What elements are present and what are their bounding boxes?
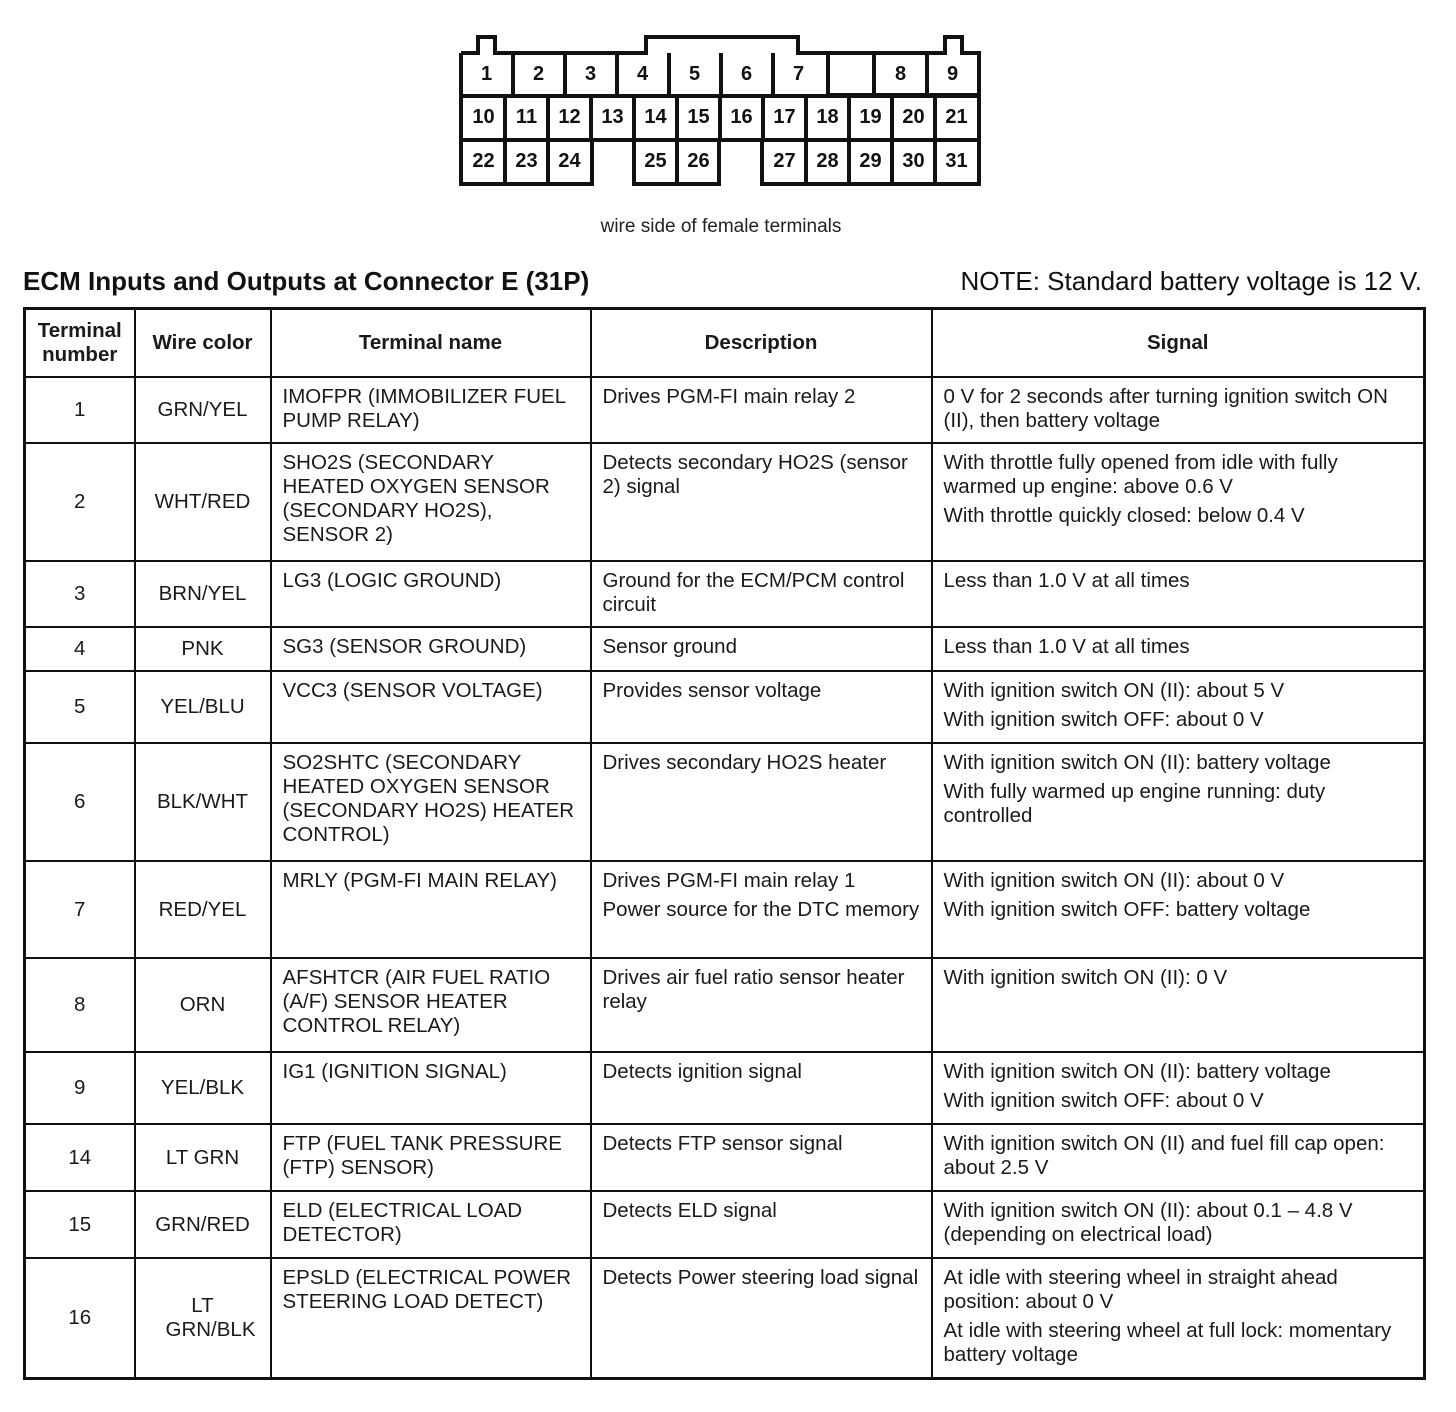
terminal-table (23, 307, 1426, 1380)
terminal-name-cell: FTP (FUEL TANK PRESSURE (FTP) SENSOR) (271, 1124, 591, 1191)
signal-line: At idle with steering wheel in straight ahead position: about 0 V (943, 1266, 1338, 1313)
terminal-label: 31 (945, 150, 968, 172)
terminal-label: 30 (902, 150, 925, 172)
terminal-number-cell: 15 (25, 1191, 135, 1258)
terminal-name-cell: EPSLD (ELECTRICAL POWER STEERING LOAD DETECT) (271, 1258, 591, 1378)
description-line: Detects ignition signal (602, 1060, 802, 1083)
wire-color-cell: BLK/WHT (135, 743, 271, 861)
description-cell (591, 1258, 932, 1378)
terminal-number-cell: 8 (25, 958, 135, 1052)
signal-line: 0 V for 2 seconds after turning ignition switch ON (II), then battery voltage (943, 385, 1388, 432)
terminal-number-cell: 4 (25, 627, 135, 671)
terminal-label: 27 (773, 150, 796, 172)
table-row (25, 958, 1425, 1052)
connector-diagram (0, 0, 1456, 200)
table-row (25, 443, 1425, 561)
description-line: Detects Power steering load signal (602, 1266, 919, 1289)
wire-color-cell: ORN (135, 958, 271, 1052)
terminal-label: 6 (740, 63, 753, 85)
table-row (25, 627, 1425, 671)
wire-color-cell: LT GRN (135, 1124, 271, 1191)
table-row (25, 377, 1425, 443)
terminal-number-cell: 1 (25, 377, 135, 443)
terminal-name-cell: AFSHTCR (AIR FUEL RATIO (A/F) SENSOR HEATER CONTROL RELAY) (271, 958, 591, 1052)
terminal-label: 20 (902, 106, 925, 128)
signal-line: With ignition switch ON (II) and fuel fill cap open: about 2.5 V (943, 1132, 1385, 1179)
description-cell (591, 627, 932, 671)
column-header-description: Description (591, 309, 932, 378)
description-line: Ground for the ECM/PCM control circuit (602, 569, 905, 616)
signal-line: With throttle fully opened from idle with fully warmed up engine: above 0.6 V (943, 451, 1338, 498)
table-row (25, 561, 1425, 627)
wire-color-cell: RED/YEL (135, 861, 271, 958)
description-line: Power source for the DTC memory (602, 898, 920, 921)
terminal-label: 25 (644, 150, 667, 172)
signal-cell (932, 671, 1425, 743)
wire-color-cell: YEL/BLK (135, 1052, 271, 1124)
terminal-name-cell: ELD (ELECTRICAL LOAD DETECTOR) (271, 1191, 591, 1258)
signal-cell (932, 743, 1425, 861)
description-line: Drives secondary HO2S heater (602, 751, 887, 774)
terminal-number-cell: 14 (25, 1124, 135, 1191)
description-line: Detects FTP sensor signal (602, 1132, 843, 1155)
description-line: Sensor ground (602, 635, 737, 658)
wire-color-cell: BRN/YEL (135, 561, 271, 627)
wire-color-cell: YEL/BLU (135, 671, 271, 743)
description-cell (591, 1052, 932, 1124)
terminal-name-cell: IG1 (IGNITION SIGNAL) (271, 1052, 591, 1124)
signal-line: With ignition switch ON (II): 0 V (943, 966, 1228, 989)
terminal-label: 26 (687, 150, 710, 172)
table-row (25, 743, 1425, 861)
terminal-name-cell: IMOFPR (IMMOBILIZER FUEL PUMP RELAY) (271, 377, 591, 443)
description-line: Drives PGM-FI main relay 2 (602, 385, 856, 408)
terminal-label: 15 (687, 106, 710, 128)
description-cell (591, 861, 932, 958)
signal-line: With ignition switch OFF: about 0 V (943, 708, 1264, 731)
signal-cell (932, 377, 1425, 443)
signal-line: With ignition switch OFF: about 0 V (943, 1089, 1264, 1112)
description-cell (591, 561, 932, 627)
table-row (25, 1258, 1425, 1378)
terminal-label: 10 (472, 106, 495, 128)
signal-cell (932, 861, 1425, 958)
terminal-number-cell: 6 (25, 743, 135, 861)
description-cell (591, 1191, 932, 1258)
terminal-label: 22 (472, 150, 495, 172)
signal-line: With fully warmed up engine running: duty controlled (943, 780, 1326, 827)
terminal-number-cell: 5 (25, 671, 135, 743)
signal-cell (932, 1124, 1425, 1191)
terminal-label: 3 (584, 63, 597, 85)
description-cell (591, 958, 932, 1052)
terminal-label: 13 (601, 106, 624, 128)
column-header-signal: Signal (932, 309, 1425, 378)
terminal-number-cell: 7 (25, 861, 135, 958)
signal-line: With ignition switch ON (II): battery voltage (943, 1060, 1331, 1083)
signal-line: With ignition switch ON (II): about 0.1 – 4.8 V (depending on electrical load) (943, 1199, 1353, 1246)
table-row (25, 1052, 1425, 1124)
column-header-terminal-number: Terminal number (25, 309, 135, 378)
table-row (25, 1124, 1425, 1191)
terminal-number-cell: 2 (25, 443, 135, 561)
terminal-label: 8 (894, 63, 907, 85)
terminal-label: 18 (816, 106, 839, 128)
table-row (25, 861, 1425, 958)
terminal-label: 12 (558, 106, 581, 128)
terminal-label: 7 (792, 63, 805, 85)
signal-cell (932, 1258, 1425, 1378)
signal-cell (932, 443, 1425, 561)
signal-cell (932, 627, 1425, 671)
description-cell (591, 377, 932, 443)
description-line: Provides sensor voltage (602, 679, 822, 702)
signal-cell (932, 1191, 1425, 1258)
signal-line: With ignition switch ON (II): battery voltage (943, 751, 1331, 774)
signal-line: Less than 1.0 V at all times (943, 635, 1190, 658)
terminal-label: 9 (946, 63, 959, 85)
table-row (25, 1191, 1425, 1258)
terminal-label: 2 (532, 63, 545, 85)
signal-line: At idle with steering wheel at full lock: momentary battery voltage (943, 1319, 1392, 1366)
terminal-label: 23 (515, 150, 538, 172)
terminal-name-cell: VCC3 (SENSOR VOLTAGE) (271, 671, 591, 743)
page-title: ECM Inputs and Outputs at Connector E (31P) (23, 266, 590, 296)
description-cell (591, 671, 932, 743)
wire-color-cell: PNK (135, 627, 271, 671)
column-header-wire-color: Wire color (135, 309, 271, 378)
terminal-label: 21 (945, 106, 968, 128)
voltage-note: NOTE: Standard battery voltage is 12 V. (960, 266, 1422, 296)
signal-line: With ignition switch OFF: battery voltage (943, 898, 1311, 921)
description-cell (591, 743, 932, 861)
terminal-label: 24 (558, 150, 581, 172)
terminal-name-cell: SG3 (SENSOR GROUND) (271, 627, 591, 671)
signal-line: With throttle quickly closed: below 0.4 V (943, 504, 1305, 527)
signal-cell (932, 1052, 1425, 1124)
terminal-label: 17 (773, 106, 796, 128)
column-header-terminal-name: Terminal name (271, 309, 591, 378)
table-header-row (25, 309, 1425, 378)
terminal-label: 1 (480, 63, 493, 85)
terminal-label: 5 (688, 63, 701, 85)
terminal-name-cell: MRLY (PGM-FI MAIN RELAY) (271, 861, 591, 958)
terminal-number-cell: 3 (25, 561, 135, 627)
description-cell (591, 443, 932, 561)
wire-color-cell: LT GRN/BLK (135, 1258, 271, 1378)
signal-line: With ignition switch ON (II): about 0 V (943, 869, 1285, 892)
signal-cell (932, 958, 1425, 1052)
terminal-label: 19 (859, 106, 882, 128)
wire-color-cell: GRN/YEL (135, 377, 271, 443)
description-cell (591, 1124, 932, 1191)
terminal-name-cell: SO2SHTC (SECONDARY HEATED OXYGEN SENSOR (SECONDARY HO2S) HEATER CONTROL) (271, 743, 591, 861)
description-line: Drives air fuel ratio sensor heater relay (602, 966, 905, 1013)
signal-line: Less than 1.0 V at all times (943, 569, 1190, 592)
terminal-number-cell: 9 (25, 1052, 135, 1124)
table-row (25, 671, 1425, 743)
wire-color-cell: WHT/RED (135, 443, 271, 561)
terminal-label: 4 (636, 63, 649, 85)
terminal-name-cell: SHO2S (SECONDARY HEATED OXYGEN SENSOR (SECONDARY HO2S), SENSOR 2) (271, 443, 591, 561)
wire-color-cell: GRN/RED (135, 1191, 271, 1258)
terminal-name-cell: LG3 (LOGIC GROUND) (271, 561, 591, 627)
signal-cell (932, 561, 1425, 627)
connector-caption: wire side of female terminals (600, 216, 842, 237)
terminal-label: 28 (816, 150, 839, 172)
description-line: Detects ELD signal (602, 1199, 777, 1222)
description-line: Drives PGM-FI main relay 1 (602, 869, 856, 892)
terminal-label: 14 (644, 106, 667, 128)
signal-line: With ignition switch ON (II): about 5 V (943, 679, 1285, 702)
description-line: Detects secondary HO2S (sensor 2) signal (602, 451, 908, 498)
terminal-label: 11 (515, 106, 538, 128)
terminal-number-cell: 16 (25, 1258, 135, 1378)
terminal-label: 29 (859, 150, 882, 172)
terminal-label: 16 (730, 106, 753, 128)
